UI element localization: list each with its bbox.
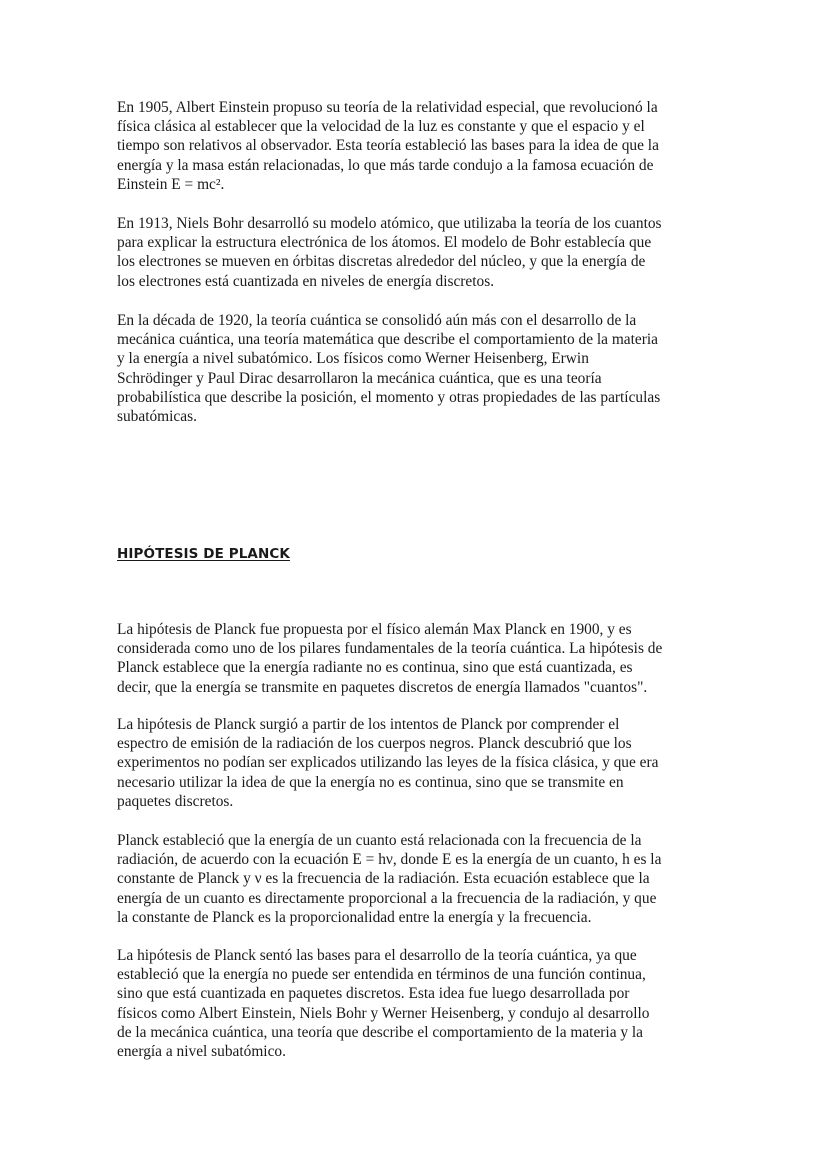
paragraph-bohr-model: En 1913, Niels Bohr desarrolló su modelo atómico, que utilizaba la teoría de los cuantos para explicar la estructura electrónica de los átomos. El modelo de Bohr establecía que los electrones se mueven en órbitas discretas alrededor del núcleo, y que la energía de los electrones está cuantizada en niveles de energía discretos. bbox=[117, 215, 662, 290]
paragraph-planck-legacy: La hipótesis de Planck sentó las bases para el desarrollo de la teoría cuántica, ya que estableció que la energía no puede ser entendida en términos de una función continua, sino que está cuantizada en paquetes discretos. Esta idea fue luego desarrollada por físicos como Albert Einstein, Niels Bohr y Werner Heisenberg, y condujo al desarrollo de la mecánica cuántica, una teoría que describe el comportamiento de la materia y la energía a nivel subatómico. bbox=[117, 947, 650, 1061]
paragraph-black-body: La hipótesis de Planck surgió a partir de los intentos de Planck por comprender el espectro de emisión de la radiación de los cuerpos negros. Planck descubrió que los experimentos no podían ser explicados utilizando las leyes de la física clásica, y que era necesario utilizar la idea de que la energía no es continua, sino que se transmite en paquetes discretos. bbox=[117, 716, 659, 810]
section-heading: HIPÓTESIS DE PLANCK bbox=[117, 546, 290, 562]
paragraph-einstein-relativity: En 1905, Albert Einstein propuso su teoría de la relatividad especial, que revolucionó la física clásica al establecer que la velocidad de la luz es constante y que el espacio y el tiempo son relativos al observador. Esta teoría estableció las bases para la idea de que la energía y la masa están relacionadas, lo que más tarde condujo a la famosa ecuación de Einstein E = mc². bbox=[117, 99, 659, 193]
paragraph-planck-hypothesis: La hipótesis de Planck fue propuesta por el físico alemán Max Planck en 1900, y es considerada como uno de los pilares fundamentales de la teoría cuántica. La hipótesis de Planck establece que la energía radiante no es continua, sino que está cuantizada, es decir, que la energía se transmite en paquetes discretos de energía llamados "cuantos". bbox=[117, 621, 663, 696]
paragraph-quantum-mechanics: En la década de 1920, la teoría cuántica se consolidó aún más con el desarrollo de la mecánica cuántica, una teoría matemática que describe el comportamiento de la materia y la energía a nivel subatómico. Los físicos como Werner Heisenberg, Erwin Schrödinger y Paul Dirac desarrollaron la mecánica cuántica, que es una teoría probabilística que describe la posición, el momento y otras propiedades de las partículas subatómicas. bbox=[117, 312, 661, 426]
paragraph-planck-equation: Planck estableció que la energía de un cuanto está relacionada con la frecuencia de la radiación, de acuerdo con la ecuación E = hν, donde E es la energía de un cuanto, h es la constante de Planck y ν es la frecuencia de la radiación. Esta ecuación establece que la energía de un cuanto es directamente proporcional a la frecuencia de la radiación, y que la constante de Planck es la proporcionalidad entre la energía y la frecuencia. bbox=[117, 832, 662, 926]
